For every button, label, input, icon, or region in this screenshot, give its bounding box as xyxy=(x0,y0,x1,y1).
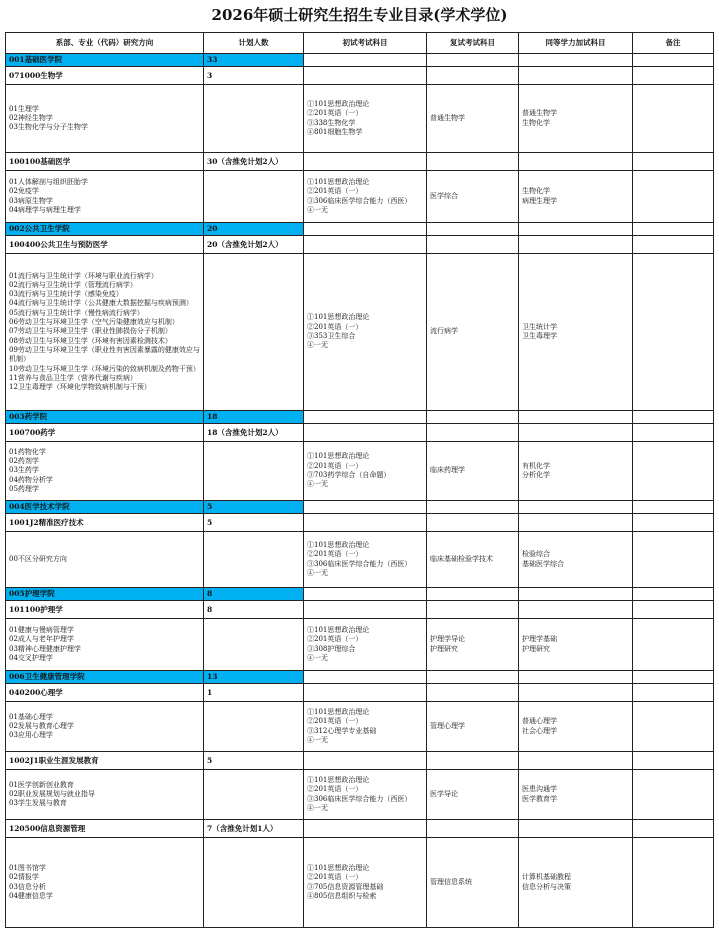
remark-cell xyxy=(633,752,714,770)
extra-subject: 病理生理学 xyxy=(522,196,557,205)
detail-row xyxy=(6,171,714,223)
college-row xyxy=(6,501,714,514)
retest-cell xyxy=(427,67,519,85)
college-name: 004医学技术学院 xyxy=(6,501,204,514)
exam-cell xyxy=(304,153,427,171)
direction-item: 03精神心理健康护理学 xyxy=(9,644,81,653)
plan-count: 8 xyxy=(204,601,304,619)
remark-cell xyxy=(633,514,714,532)
exam-subject: ①101思想政治理论 xyxy=(307,452,370,461)
remark-cell xyxy=(633,223,714,236)
direction-item: 04健康信息学 xyxy=(9,891,53,900)
extra-subject: 生物化学 xyxy=(522,187,550,196)
header-retest: 复试考试科目 xyxy=(427,33,519,54)
retest-cell xyxy=(427,619,519,671)
retest-cell xyxy=(427,171,519,223)
major-name: 040200心理学 xyxy=(6,684,204,702)
exam-subject: ③312心理学专业基础 xyxy=(307,726,377,735)
exam-subject: ②201英语（一） xyxy=(307,187,363,196)
direction-item: 02流行病与卫生统计学（管理流行病学） xyxy=(9,280,137,289)
retest-cell xyxy=(427,254,519,411)
remark-cell xyxy=(633,671,714,684)
direction-item: 03应用心理学 xyxy=(9,731,53,740)
direction-item: 11营养与食品卫生学（营养代谢与疾病） xyxy=(9,373,137,382)
exam-cell xyxy=(304,442,427,501)
extra-cell xyxy=(519,254,633,411)
extra-cell xyxy=(519,770,633,820)
extra-cell xyxy=(519,85,633,153)
directions-cell xyxy=(6,838,204,928)
remark-cell xyxy=(633,85,714,153)
exam-subject: ③705信息资源管理基础 xyxy=(307,882,384,891)
exam-subject: ①101思想政治理论 xyxy=(307,863,370,872)
plan-count: 33 xyxy=(204,54,304,67)
extra-cell xyxy=(519,223,633,236)
exam-subject: ④801细胞生物学 xyxy=(307,127,363,136)
remark-cell xyxy=(633,54,714,67)
extra-subject: 分析化学 xyxy=(522,471,550,479)
retest-subject: 医学导论 xyxy=(430,789,458,798)
retest-cell xyxy=(427,223,519,236)
direction-item: 05药理学 xyxy=(9,484,39,493)
exam-subject: ③353卫生综合 xyxy=(307,332,356,340)
exam-subject: ①101思想政治理论 xyxy=(307,625,370,634)
direction-item: 05流行病与卫生统计学（慢性病流行病学） xyxy=(9,308,144,317)
extra-cell xyxy=(519,532,633,588)
retest-subject: 管理心理学 xyxy=(430,721,465,730)
retest-cell xyxy=(427,424,519,442)
exam-cell xyxy=(304,619,427,671)
exam-subject: ①101思想政治理论 xyxy=(307,99,370,108)
exam-subject: ②201英语（一） xyxy=(307,109,363,118)
detail-row xyxy=(6,619,714,671)
remark-cell xyxy=(633,838,714,928)
direction-item: 04交叉护理学 xyxy=(9,653,53,662)
direction-item: 01流行病与卫生统计学（环境与职业流行病学） xyxy=(9,271,158,280)
major-name: 1002J1职业生涯发展教育 xyxy=(6,752,204,770)
major-name: 1001J2精准医疗技术 xyxy=(6,514,204,532)
extra-cell xyxy=(519,601,633,619)
plan-count: 18（含推免计划2人） xyxy=(204,424,304,442)
retest-subject: 流行病学 xyxy=(430,327,458,336)
exam-subject: ①101思想政治理论 xyxy=(307,540,370,549)
direction-item: 02神经生物学 xyxy=(9,113,53,122)
remark-cell xyxy=(633,684,714,702)
plan-cell xyxy=(204,532,304,588)
extra-cell xyxy=(519,171,633,223)
exam-subject: ③306临床医学综合能力（西医） xyxy=(307,794,412,803)
college-name: 006卫生健康管理学院 xyxy=(6,671,204,684)
extra-subject: 卫生统计学 xyxy=(522,322,557,331)
plan-cell xyxy=(204,838,304,928)
exam-cell xyxy=(304,838,427,928)
direction-item: 02药剂学 xyxy=(9,457,39,466)
exam-cell xyxy=(304,702,427,752)
retest-cell xyxy=(427,752,519,770)
header-exam: 初试考试科目 xyxy=(304,33,427,54)
directions-cell xyxy=(6,442,204,501)
directions-cell xyxy=(6,702,204,752)
major-name: 100400公共卫生与预防医学 xyxy=(6,236,204,254)
exam-subject: ②201英语（一） xyxy=(307,550,363,559)
major-row xyxy=(6,67,714,85)
college-name: 005护理学院 xyxy=(6,588,204,601)
extra-cell xyxy=(519,424,633,442)
exam-cell xyxy=(304,236,427,254)
plan-count: 5 xyxy=(204,501,304,514)
catalog-table xyxy=(5,32,714,928)
exam-cell xyxy=(304,411,427,424)
exam-subject: ④一无 xyxy=(307,480,328,489)
plan-cell xyxy=(204,85,304,153)
plan-count: 1 xyxy=(204,684,304,702)
major-name: 120500信息资源管理 xyxy=(6,820,204,838)
extra-cell xyxy=(519,411,633,424)
exam-cell xyxy=(304,588,427,601)
major-name: 101100护理学 xyxy=(6,601,204,619)
exam-subject: ④一无 xyxy=(307,341,328,350)
remark-cell xyxy=(633,588,714,601)
directions-cell xyxy=(6,85,204,153)
exam-subject: ④805信息组织与检索 xyxy=(307,891,377,900)
exam-subject: ②201英语（一） xyxy=(307,785,363,794)
exam-subject: ①101思想政治理论 xyxy=(307,707,370,716)
exam-subject: ①101思想政治理论 xyxy=(307,775,370,784)
remark-cell xyxy=(633,254,714,411)
college-row xyxy=(6,411,714,424)
direction-item: 03学生发展与教育 xyxy=(9,799,67,808)
direction-item: 07劳动卫生与环境卫生学（职业性肺损伤分子机制） xyxy=(9,327,172,336)
header-direction: 系部、专业（代码）研究方向 xyxy=(6,33,204,54)
exam-subject: ④一无 xyxy=(307,803,328,812)
direction-item: 01药物化学 xyxy=(9,447,46,456)
exam-cell xyxy=(304,424,427,442)
direction-item: 02情报学 xyxy=(9,873,39,882)
extra-subject: 基础医学综合 xyxy=(522,559,564,568)
exam-cell xyxy=(304,514,427,532)
direction-item: 10劳动卫生与环境卫生学（环境污染的致病机制及药物干预） xyxy=(9,364,200,373)
direction-item: 01医学创新创业教育 xyxy=(9,780,74,789)
exam-cell xyxy=(304,67,427,85)
plan-count: 20 xyxy=(204,223,304,236)
direction-item: 03病原生物学 xyxy=(9,196,53,205)
remark-cell xyxy=(633,411,714,424)
direction-item: 08劳动卫生与环境卫生学（环境有害因素检测技术） xyxy=(9,336,172,345)
direction-item: 01健康与慢病管理学 xyxy=(9,625,74,634)
exam-subject: ④一无 xyxy=(307,568,328,577)
college-row xyxy=(6,54,714,67)
extra-cell xyxy=(519,838,633,928)
exam-subject: ③306临床医学综合能力（西医） xyxy=(307,196,412,205)
extra-cell xyxy=(519,54,633,67)
direction-item: 04病理学与病理生理学 xyxy=(9,205,81,214)
plan-cell xyxy=(204,770,304,820)
exam-subject: ②201英语（一） xyxy=(307,461,363,470)
header-extra: 同等学力加试科目 xyxy=(519,33,633,54)
retest-cell xyxy=(427,838,519,928)
direction-item: 02发展与教育心理学 xyxy=(9,721,74,730)
exam-cell xyxy=(304,684,427,702)
retest-cell xyxy=(427,770,519,820)
major-row xyxy=(6,424,714,442)
retest-subject: 临床基础检验学技术 xyxy=(430,554,493,563)
retest-cell xyxy=(427,501,519,514)
remark-cell xyxy=(633,67,714,85)
plan-cell xyxy=(204,171,304,223)
plan-cell xyxy=(204,442,304,501)
plan-count: 8 xyxy=(204,588,304,601)
exam-subject: ④一无 xyxy=(307,653,328,662)
detail-row xyxy=(6,770,714,820)
college-name: 003药学院 xyxy=(6,411,204,424)
retest-cell xyxy=(427,588,519,601)
retest-cell xyxy=(427,532,519,588)
directions-cell xyxy=(6,254,204,411)
direction-item: 02职业发展规划与就业指导 xyxy=(9,789,95,798)
plan-count: 3 xyxy=(204,67,304,85)
plan-count: 18 xyxy=(204,411,304,424)
extra-cell xyxy=(519,619,633,671)
exam-subject: ②201英语（一） xyxy=(307,873,363,882)
direction-item: 01基础心理学 xyxy=(9,712,53,721)
retest-subject: 临床药理学 xyxy=(430,466,465,475)
exam-cell xyxy=(304,601,427,619)
major-row xyxy=(6,153,714,171)
remark-cell xyxy=(633,820,714,838)
directions-cell xyxy=(6,171,204,223)
exam-cell xyxy=(304,532,427,588)
direction-item: 02免疫学 xyxy=(9,187,39,196)
page-title: 2026年硕士研究生招生专业目录(学术学位) xyxy=(211,6,508,24)
retest-cell xyxy=(427,514,519,532)
direction-item: 06劳动卫生与环境卫生学（空气污染健康效应与机制） xyxy=(9,318,179,327)
plan-count: 5 xyxy=(204,752,304,770)
retest-cell xyxy=(427,236,519,254)
detail-row xyxy=(6,838,714,928)
direction-item: 04流行病与卫生统计学（公共健康大数据挖掘与疾病预测） xyxy=(9,299,193,308)
extra-subject: 普通心理学 xyxy=(522,717,557,726)
direction-item: 09劳动卫生与环境卫生学（职业性有害因素暴露的健康效应与机制） xyxy=(9,345,200,364)
remark-cell xyxy=(633,424,714,442)
college-name: 001基础医学院 xyxy=(6,54,204,67)
direction-item: 01图书馆学 xyxy=(9,863,46,872)
retest-cell xyxy=(427,601,519,619)
extra-cell xyxy=(519,671,633,684)
major-row xyxy=(6,514,714,532)
extra-subject: 普通生物学 xyxy=(522,109,557,118)
direction-item: 03流行病与卫生统计学（感染免疫） xyxy=(9,290,123,299)
directions-cell xyxy=(6,532,204,588)
header-plan: 计划人数 xyxy=(204,33,304,54)
exam-cell xyxy=(304,501,427,514)
exam-cell xyxy=(304,752,427,770)
extra-subject: 检验综合 xyxy=(522,550,550,559)
major-row xyxy=(6,684,714,702)
college-row xyxy=(6,671,714,684)
remark-cell xyxy=(633,442,714,501)
remark-cell xyxy=(633,171,714,223)
exam-cell xyxy=(304,54,427,67)
remark-cell xyxy=(633,601,714,619)
extra-cell xyxy=(519,67,633,85)
plan-count: 13 xyxy=(204,671,304,684)
remark-cell xyxy=(633,501,714,514)
exam-subject: ③308护理综合 xyxy=(307,644,356,653)
exam-subject: ③306临床医学综合能力（西医） xyxy=(307,559,412,568)
plan-count: 20（含推免计划2人） xyxy=(204,236,304,254)
exam-subject: ④一无 xyxy=(307,735,328,744)
exam-cell xyxy=(304,671,427,684)
extra-cell xyxy=(519,684,633,702)
direction-item: 03生药学 xyxy=(9,466,39,475)
extra-cell xyxy=(519,752,633,770)
exam-cell xyxy=(304,85,427,153)
retest-subject: 管理信息系统 xyxy=(430,877,472,886)
retest-cell xyxy=(427,411,519,424)
direction-item: 03信息分析 xyxy=(9,882,46,891)
direction-item: 03生物化学与分子生物学 xyxy=(9,123,88,132)
retest-subject: 医学综合 xyxy=(430,191,458,200)
exam-subject: ②201英语（一） xyxy=(307,717,363,726)
retest-cell xyxy=(427,442,519,501)
extra-subject: 医学教育学 xyxy=(522,794,557,803)
remark-cell xyxy=(633,702,714,752)
major-row xyxy=(6,236,714,254)
plan-cell xyxy=(204,619,304,671)
extra-cell xyxy=(519,820,633,838)
exam-cell xyxy=(304,223,427,236)
retest-subject: 护理学导论 xyxy=(430,635,465,644)
exam-subject: ②201英语（一） xyxy=(307,322,363,331)
retest-cell xyxy=(427,671,519,684)
extra-subject: 计算机基础教程 xyxy=(522,873,571,882)
extra-subject: 卫生毒理学 xyxy=(522,332,557,340)
extra-cell xyxy=(519,442,633,501)
direction-item: 01生理学 xyxy=(9,104,39,113)
extra-subject: 有机化学 xyxy=(522,461,550,470)
retest-cell xyxy=(427,153,519,171)
header-remark: 备注 xyxy=(633,33,714,54)
major-row xyxy=(6,601,714,619)
plan-count: 30（含推免计划2人） xyxy=(204,153,304,171)
retest-cell xyxy=(427,702,519,752)
direction-item: 01人体解剖与组织胚胎学 xyxy=(9,177,88,186)
major-name: 100700药学 xyxy=(6,424,204,442)
extra-cell xyxy=(519,501,633,514)
detail-row xyxy=(6,254,714,411)
plan-cell xyxy=(204,254,304,411)
exam-subject: ③703药学综合（自命题） xyxy=(307,471,391,479)
exam-subject: ②201英语（一） xyxy=(307,635,363,644)
college-row xyxy=(6,223,714,236)
plan-cell xyxy=(204,702,304,752)
exam-cell xyxy=(304,820,427,838)
major-name: 100100基础医学 xyxy=(6,153,204,171)
exam-subject: ①101思想政治理论 xyxy=(307,177,370,186)
remark-cell xyxy=(633,532,714,588)
remark-cell xyxy=(633,153,714,171)
directions-cell xyxy=(6,770,204,820)
table-header-row xyxy=(6,33,714,54)
remark-cell xyxy=(633,236,714,254)
extra-cell xyxy=(519,702,633,752)
extra-subject: 生物化学 xyxy=(522,118,550,127)
extra-cell xyxy=(519,236,633,254)
detail-row xyxy=(6,702,714,752)
extra-cell xyxy=(519,588,633,601)
remark-cell xyxy=(633,619,714,671)
exam-cell xyxy=(304,770,427,820)
direction-item: 02成人与老年护理学 xyxy=(9,635,74,644)
detail-row xyxy=(6,532,714,588)
retest-cell xyxy=(427,54,519,67)
detail-row xyxy=(6,85,714,153)
major-row xyxy=(6,820,714,838)
plan-count: 7（含推免计划1人） xyxy=(204,820,304,838)
retest-cell xyxy=(427,85,519,153)
detail-row xyxy=(6,442,714,501)
major-row xyxy=(6,752,714,770)
retest-cell xyxy=(427,820,519,838)
remark-cell xyxy=(633,770,714,820)
exam-subject: ①101思想政治理论 xyxy=(307,313,370,322)
exam-subject: ④一无 xyxy=(307,205,328,214)
retest-subject: 护理研究 xyxy=(430,644,458,653)
extra-subject: 医患沟通学 xyxy=(522,785,557,794)
college-row xyxy=(6,588,714,601)
retest-subject: 普通生物学 xyxy=(430,113,465,122)
direction-item: 12卫生毒理学（环境化学物致病机制与干预） xyxy=(9,383,151,392)
exam-subject: ③338生物化学 xyxy=(307,118,356,127)
directions-cell xyxy=(6,619,204,671)
exam-cell xyxy=(304,171,427,223)
direction-item: 00不区分研究方向 xyxy=(9,554,67,563)
major-name: 071000生物学 xyxy=(6,67,204,85)
extra-cell xyxy=(519,153,633,171)
plan-count: 5 xyxy=(204,514,304,532)
table-body xyxy=(6,54,714,928)
extra-subject: 信息分析与决策 xyxy=(522,882,571,891)
college-name: 002公共卫生学院 xyxy=(6,223,204,236)
extra-subject: 社会心理学 xyxy=(522,726,557,735)
retest-cell xyxy=(427,684,519,702)
extra-subject: 护理研究 xyxy=(522,644,550,653)
exam-cell xyxy=(304,254,427,411)
extra-subject: 护理学基础 xyxy=(522,635,557,644)
extra-cell xyxy=(519,514,633,532)
direction-item: 04药物分析学 xyxy=(9,475,53,484)
